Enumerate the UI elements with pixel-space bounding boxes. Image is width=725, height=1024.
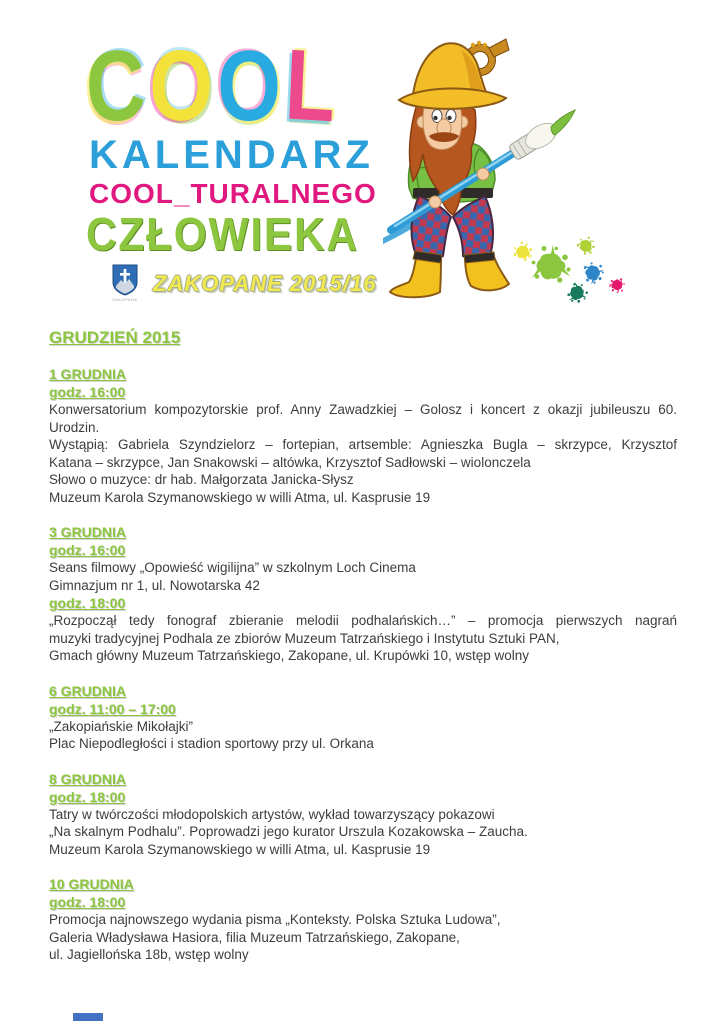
zakopane-crest-icon [112,264,138,302]
event-date-heading: 6 GRUDNIA [49,682,127,699]
page-header [0,0,725,324]
event-text-line: ul. Jagiellońska 18b, wstęp wolny [49,947,249,962]
event-text-line: „Na skalnym Podhalu”. Poprowadzi jego kurator Urszula Kozakowska – Zaucha. [49,824,528,839]
event-text-line: Gimnazjum nr 1, ul. Nowotarska 42 [49,577,260,593]
footer-accent-bar [73,1013,103,1021]
event-text-line: Plac Niepodległości i stadion sportowy przy ul. Orkana [49,736,374,751]
paint-splat-icon [512,240,535,263]
paint-splat-icon [532,245,571,283]
event-time-heading: godz. 18:00 [49,894,126,910]
cool-letter: L [282,28,342,144]
event-time-heading: godz. 11:00 – 17:00 [49,700,176,717]
event-text-line: „Zakopiańskie Mikołajki” [49,718,194,734]
painter-gnome-illustration [383,30,723,322]
crest-shield-icon [112,264,138,296]
event-text-line: Seans filmowy „Opowieść wigilijna” w szkolnym Loch Cinema [49,560,416,575]
yellow-boots [390,251,509,297]
event-text-line: Galeria Władysława Hasiora, filia Muzeum Tatrzańskiego, Zakopane, [49,929,460,945]
event-section [49,875,677,964]
events-list [49,365,677,964]
event-text-line: Wystąpią: Gabriela Szyndzielorz – fortepian, artsemble: Agnieszka Bugla – skrzypce, Krzysztof [49,437,677,452]
event-text-line: „Rozpoczął tedy fonograf zbieranie melodii podhalańskich…” – promocja pierwszych nagrań [49,613,677,628]
splats-group [512,233,627,306]
event-section [49,365,677,506]
event-text-line: Katana – skrzypce, Jan Snakowski – altówka, Krzysztof Sadłowski – wiolonczela [49,454,531,470]
paint-splat-icon [566,281,591,306]
event-time-heading: godz. 16:00 [49,384,126,400]
paint-drip [567,116,571,120]
paint-splat-icon [574,233,599,258]
cool-logo [83,28,342,144]
event-text-line: Urodzin. [49,419,100,435]
event-date-heading: 1 GRUDNIA [49,366,127,382]
cool-letter: O [147,28,219,144]
event-date-heading: 10 GRUDNIA [49,876,134,892]
event-text-line: Promocja najnowszego wydania pisma „Konteksty. Polska Sztuka Ludowa”, [49,912,501,927]
paint-splat-icon [581,259,607,286]
event-text-line: Gmach główny Muzeum Tatrzańskiego, Zakopane, ul. Krupówki 10, wstęp wolny [49,648,529,663]
event-time-heading: godz. 16:00 [49,542,126,558]
event-section [49,523,677,665]
event-text-line: Słowo o muzyce: dr hab. Małgorzata Janicka-Słysz [49,472,354,487]
paint-splat-icon [607,276,627,295]
event-section [49,682,677,753]
event-section [49,770,677,859]
logo-title-kalendarz: KALENDARZ [89,133,374,177]
event-text-line: Muzeum Karola Szymanowskiego w willi Atma, ul. Kasprusie 19 [49,489,431,505]
logo-title-czlowieka: CZŁOWIEKA [86,208,359,260]
cool-letter: C [83,28,152,144]
event-text-line: Muzeum Karola Szymanowskiego w willi Atma, ul. Kasprusie 19 [49,841,431,857]
edition-row [112,264,376,302]
edition-label: ZAKOPANE 2015/16 [153,271,377,296]
event-date-heading: 3 GRUDNIA [49,524,127,540]
logo-title-coolturalnego: COOL_TURALNEGO [89,178,377,209]
calendar-content [49,328,677,964]
event-text-line: Konwersatorium kompozytorskie prof. Anny Zawadzkiej – Golosz i koncert z okazji jubileuszu 60. [49,402,677,417]
event-time-heading: godz. 18:00 [49,788,126,805]
cool-letter: O [215,28,287,144]
month-heading: GRUDZIEŃ 2015 [49,328,181,347]
crest-caption: ZAKOPANE [112,297,138,302]
paint-tip [551,110,575,135]
event-time-heading: godz. 18:00 [49,595,126,611]
event-text-line: Tatry w twórczości młodopolskich artystów, wykład towarzyszący pokazowi [49,806,495,822]
event-date-heading: 8 GRUDNIA [49,770,127,787]
event-text-line: muzyki tradycyjnej Podhala ze zbiorów Muzeum Tatrzańskiego i Instytutu Sztuki PAN, [49,630,560,646]
